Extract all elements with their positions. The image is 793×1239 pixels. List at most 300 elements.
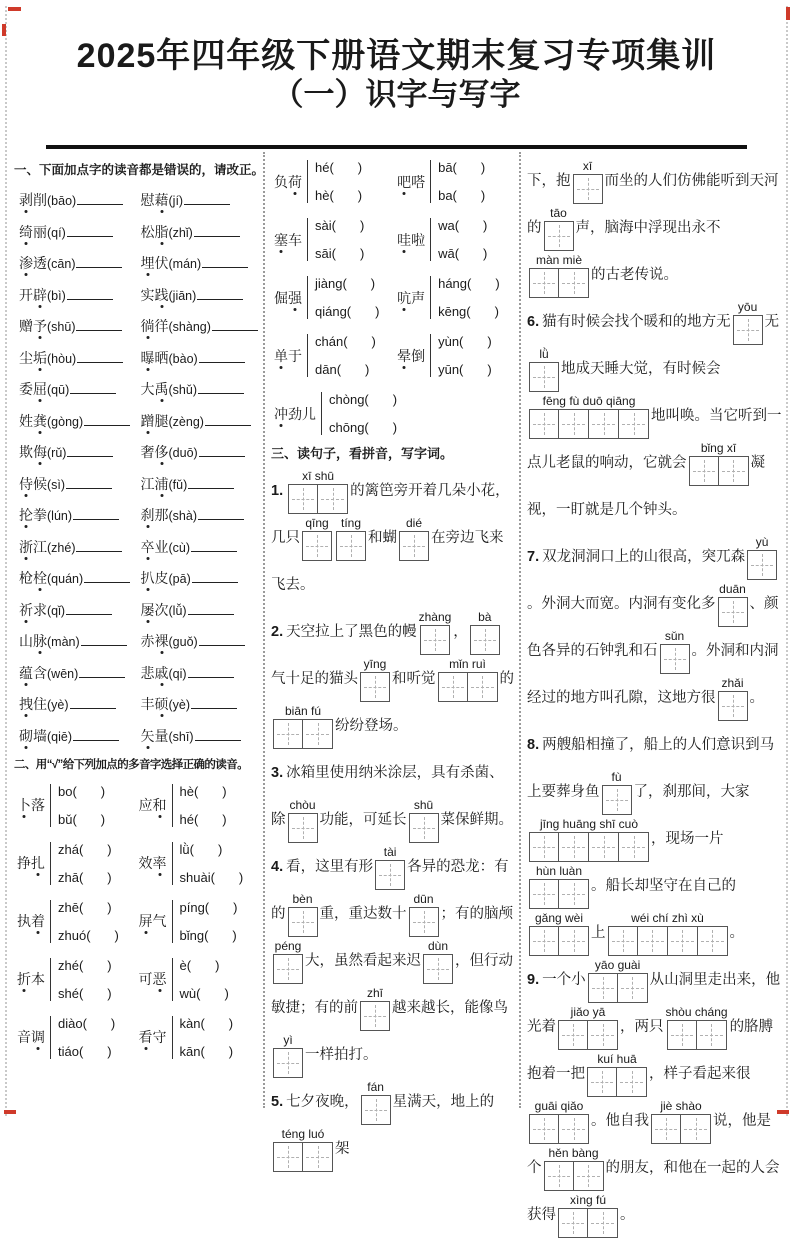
word-char: 剥 <box>19 192 33 208</box>
given-pinyin: (fǔ) <box>168 477 188 492</box>
column-3 <box>527 156 783 1239</box>
title-line-1: 2025年四年级下册语文期末复习专项集训 <box>76 37 717 75</box>
section2-items-col2 <box>271 160 514 435</box>
pinyin-label: dùn <box>427 938 449 953</box>
sentence-text: 重，重达数十 <box>319 906 407 922</box>
answer-blank <box>198 383 244 394</box>
word-char: 挣 <box>17 855 31 871</box>
given-pinyin: (guǒ) <box>168 635 198 649</box>
word-char: 丽 <box>33 223 47 240</box>
writing-box <box>559 1114 589 1144</box>
sentence-text: ，样子看起来很 <box>649 1066 751 1082</box>
pinyin-write-group <box>529 864 589 909</box>
pinyin-correction-item <box>141 600 261 620</box>
pinyin-write-group <box>608 911 728 956</box>
answer-blank <box>81 635 127 646</box>
writing-box <box>618 973 648 1003</box>
answer-blank <box>67 226 113 237</box>
word-char: 执 <box>17 913 31 929</box>
word-char: 刹 <box>140 507 155 523</box>
word-char: 戚 <box>154 664 169 681</box>
answer-blank <box>191 698 237 709</box>
given-pinyin: (shī) <box>168 729 194 744</box>
dotted-word <box>141 729 169 744</box>
word-char: 嗒 <box>411 173 426 190</box>
word-char: 尘 <box>19 349 33 366</box>
word-char: 硕 <box>154 696 169 712</box>
pinyin-correction-item <box>141 285 261 305</box>
writing-box <box>558 1020 588 1050</box>
character-boxes <box>689 456 749 486</box>
character-boxes <box>302 531 332 561</box>
pronunciation-option: chōng( ) <box>329 420 398 435</box>
pinyin-correction-item <box>19 568 139 588</box>
character-boxes <box>470 625 500 655</box>
pinyin-label: jīng huāng shī cuò <box>539 816 639 831</box>
character-boxes <box>288 907 318 937</box>
pinyin-label: kuí huā <box>597 1051 637 1066</box>
pronunciation-options <box>50 842 112 885</box>
writing-box <box>336 531 366 561</box>
pinyin-label: bèn <box>292 891 313 906</box>
word-char: 脉 <box>33 633 47 649</box>
writing-box <box>589 832 619 862</box>
writing-box <box>617 1067 647 1097</box>
dotted-word <box>141 540 169 555</box>
pinyin-write-group <box>718 676 748 721</box>
sentence <box>527 299 783 534</box>
dotted-word <box>274 404 316 424</box>
pinyin-correction-item <box>141 411 261 431</box>
pinyin-correction-item <box>19 348 139 368</box>
character-boxes <box>573 174 603 204</box>
pinyin-label: qīng <box>305 515 329 530</box>
word-char: 吭 <box>397 289 412 306</box>
sentence-number: 7. <box>527 549 540 565</box>
section3-sentences-col3 <box>527 158 783 1239</box>
word-char: 江 <box>33 538 47 555</box>
word-char: 晒 <box>154 349 169 366</box>
pronunciation-option: è( ) <box>179 957 220 973</box>
sentence-number: 5. <box>271 1094 284 1110</box>
pronunciation-options <box>50 900 119 943</box>
section1-items-grid <box>14 190 260 746</box>
writing-box <box>733 315 763 345</box>
pronunciation-option: ba( ) <box>438 188 486 203</box>
answer-blank <box>73 509 119 520</box>
word-char: 伏 <box>154 255 169 271</box>
character-boxes <box>529 268 589 298</box>
given-pinyin: (pā) <box>168 572 191 586</box>
pronunciation-option: píng( ) <box>179 899 238 915</box>
pinyin-correction-item <box>141 568 261 588</box>
writing-box <box>559 879 589 909</box>
answer-blank <box>84 572 130 583</box>
given-pinyin: (qi) <box>168 666 187 681</box>
answer-blank <box>79 667 125 678</box>
pronunciation-option: bo( ) <box>58 783 106 799</box>
corner-mark <box>4 1110 16 1114</box>
pinyin-correction-item <box>19 222 139 242</box>
dotted-word <box>19 603 47 618</box>
word-char: 和 <box>152 797 167 813</box>
dotted-word <box>397 288 425 308</box>
given-pinyin: (zhé) <box>47 540 76 555</box>
character-boxes <box>273 1142 333 1172</box>
dotted-word <box>141 319 169 334</box>
sentence-text: 越来越长，能像鸟 <box>392 1000 508 1016</box>
answer-blank <box>202 257 248 268</box>
writing-box <box>697 1020 727 1050</box>
pinyin-write-group <box>544 1146 604 1191</box>
character-boxes <box>529 362 559 392</box>
word-char: 曝 <box>140 349 155 366</box>
given-pinyin: (yè) <box>47 698 69 712</box>
word-char: 塞 <box>274 231 288 248</box>
pinyin-write-group <box>273 1033 303 1078</box>
pinyin-write-group <box>273 704 333 749</box>
pinyin-label: tíng <box>340 515 361 530</box>
word-char: 侮 <box>33 444 47 460</box>
pinyin-correction-item <box>141 348 261 368</box>
answer-blank <box>77 194 123 205</box>
polyphone-item <box>17 958 139 1001</box>
dotted-word <box>141 508 169 523</box>
pronunciation-option: sāi( ) <box>315 246 365 261</box>
writing-box <box>667 1020 697 1050</box>
polyphone-item <box>139 958 261 1001</box>
sentence <box>271 750 514 844</box>
dotted-word <box>397 346 425 366</box>
pinyin-correction-item <box>19 316 139 336</box>
word-char: 悲 <box>140 664 155 681</box>
pronunciation-option: dān( ) <box>315 362 370 377</box>
pronunciation-options <box>321 392 397 435</box>
pinyin-label: xī shū <box>302 468 335 483</box>
writing-box <box>303 719 333 749</box>
dotted-word <box>19 666 47 681</box>
pinyin-write-group <box>660 629 690 674</box>
pronunciation-option: shuài( ) <box>179 869 244 885</box>
pinyin-label: yù <box>755 534 769 549</box>
sentence-text: 。 <box>749 690 764 706</box>
dotted-word <box>141 603 169 618</box>
pronunciation-options <box>430 160 485 203</box>
character-boxes <box>588 973 648 1003</box>
word-char: 屡 <box>140 601 155 618</box>
pinyin-write-group <box>529 253 589 298</box>
dotted-word <box>141 634 169 649</box>
word-char: 松 <box>140 223 155 240</box>
page-left-dotted-edge <box>5 6 7 1116</box>
answer-blank <box>66 478 112 489</box>
sentence <box>271 468 514 609</box>
given-pinyin: (jiān) <box>168 288 197 303</box>
sentence-text: 架 <box>335 1141 350 1157</box>
word-char: 开 <box>19 286 33 303</box>
pinyin-correction-item <box>141 537 261 557</box>
pinyin-label: jiǎo yā <box>570 1004 606 1019</box>
pinyin-write-group <box>419 610 452 655</box>
writing-box <box>470 625 500 655</box>
dotted-word <box>17 795 45 815</box>
polyphone-item <box>397 276 514 319</box>
word-char: 侈 <box>154 444 169 460</box>
writing-box <box>438 672 468 702</box>
writing-box <box>660 644 690 674</box>
pinyin-label: yīng <box>363 656 387 671</box>
writing-box <box>689 456 719 486</box>
answer-blank <box>70 383 116 394</box>
word-char: 恶 <box>152 971 167 987</box>
dotted-word <box>19 729 47 744</box>
pinyin-label: guāi qiǎo <box>534 1098 584 1113</box>
word-char: 倒 <box>411 347 426 364</box>
sentence-text: 而坐的人们仿佛能听到天河的 <box>527 173 779 236</box>
sentence-text: 从山洞里走出来，他光着 <box>527 972 781 1035</box>
character-boxes <box>399 531 429 561</box>
pinyin-correction-item <box>19 694 139 714</box>
sentence-number: 1. <box>271 483 284 499</box>
pronunciation-option: wa( ) <box>438 218 488 233</box>
pinyin-write-group <box>733 300 763 345</box>
pronunciation-option: yūn( ) <box>438 362 492 377</box>
given-pinyin: (jí) <box>168 194 184 208</box>
dotted-word <box>139 1027 167 1047</box>
word-char: 扎 <box>31 855 45 871</box>
pronunciation-options <box>307 160 362 203</box>
writing-box <box>602 785 632 815</box>
word-char: 效 <box>138 855 153 871</box>
given-pinyin: (yè) <box>168 698 191 712</box>
sentence-text: 无 <box>764 314 780 330</box>
dotted-word <box>139 853 167 873</box>
pinyin-write-group <box>361 1080 391 1125</box>
writing-box <box>273 1142 303 1172</box>
writing-box <box>588 1208 618 1238</box>
sentence-text: 七夕夜晚， <box>286 1094 359 1110</box>
sentence-text: 、颜色各异的石钟乳和石 <box>527 596 779 659</box>
word-char: 江 <box>140 475 155 492</box>
pinyin-correction-item <box>19 285 139 305</box>
word-char: 负 <box>274 173 288 190</box>
answer-blank <box>67 446 113 457</box>
sentence-number: 2. <box>271 624 284 640</box>
answer-blank <box>70 698 116 709</box>
pinyin-correction-item <box>141 694 261 714</box>
pronunciation-option: zhá( ) <box>58 841 112 857</box>
dotted-word <box>19 288 47 303</box>
writing-box <box>588 1020 618 1050</box>
pinyin-write-group <box>651 1099 711 1144</box>
pinyin-write-group <box>558 1005 618 1050</box>
character-boxes <box>336 531 366 561</box>
dotted-word <box>17 1027 45 1047</box>
given-pinyin: (shàng) <box>168 320 211 334</box>
section2-items-col1 <box>14 784 260 1059</box>
answer-blank <box>184 194 230 205</box>
pinyin-correction-item <box>19 253 139 273</box>
sentence-text: 地成天睡大觉，有时候会 <box>561 361 721 377</box>
word-char: 矢 <box>140 727 155 744</box>
character-boxes <box>360 672 390 702</box>
character-boxes <box>288 813 318 843</box>
dotted-word <box>274 172 302 192</box>
character-boxes <box>361 1095 391 1125</box>
polyphone-item <box>397 160 514 203</box>
word-char: 龚 <box>33 412 47 429</box>
pinyin-write-group <box>588 958 648 1003</box>
word-char: 扒 <box>140 570 155 586</box>
sentence-number: 6. <box>527 314 540 330</box>
polyphone-item <box>274 218 397 261</box>
sentence-text: 上 <box>591 925 606 941</box>
writing-box <box>587 1067 617 1097</box>
given-pinyin: (lǚ) <box>168 603 187 618</box>
pronunciation-options <box>307 276 379 319</box>
word-char: 哇 <box>397 231 412 248</box>
word-char: 声 <box>411 289 426 306</box>
character-boxes <box>608 926 728 956</box>
given-pinyin: (shǔ) <box>168 383 197 397</box>
pronunciation-options <box>172 842 244 885</box>
section2-heading: 二、用“√”给下列加点的多音字选择正确的读音。 <box>14 758 249 771</box>
character-boxes <box>660 644 690 674</box>
writing-box <box>608 926 638 956</box>
dotted-word <box>141 697 169 712</box>
character-boxes <box>409 813 439 843</box>
pinyin-label: péng <box>274 938 302 953</box>
polyphone-item <box>17 842 139 885</box>
writing-box <box>559 926 589 956</box>
given-pinyin: (qiē) <box>47 729 73 744</box>
writing-box <box>698 926 728 956</box>
answer-blank <box>73 730 119 741</box>
pinyin-label: fù <box>611 769 622 784</box>
pinyin-label: xìng fú <box>569 1192 607 1207</box>
column-separator <box>263 152 265 1108</box>
word-char: 本 <box>31 971 45 987</box>
pronunciation-options <box>172 900 238 943</box>
dotted-word <box>19 508 47 523</box>
writing-box <box>468 672 498 702</box>
pinyin-write-group <box>409 798 439 843</box>
polyphone-item <box>17 784 139 827</box>
pinyin-label: hěn bàng <box>548 1145 599 1160</box>
pinyin-correction-item <box>141 663 261 683</box>
dotted-word <box>274 230 302 250</box>
character-boxes <box>544 221 574 251</box>
given-pinyin: (sì) <box>47 477 66 492</box>
dotted-word <box>141 571 169 586</box>
sentence-text: 下，抱 <box>527 173 571 189</box>
word-char: 率 <box>152 855 167 871</box>
pinyin-correction-item <box>19 379 139 399</box>
worksheet-title <box>0 36 793 114</box>
pinyin-label: màn miè <box>535 252 582 267</box>
word-char: 气 <box>152 913 167 929</box>
sentence-text: 双龙洞洞口上的山很高，突兀森 <box>542 549 746 565</box>
dotted-word <box>19 445 47 460</box>
character-boxes <box>747 550 777 580</box>
character-boxes <box>423 954 453 984</box>
pinyin-label: zhī <box>366 985 383 1000</box>
pinyin-label: shòu cháng <box>665 1004 728 1019</box>
word-char: 欺 <box>19 444 33 460</box>
word-char: 车 <box>288 231 302 248</box>
word-char: 践 <box>154 286 169 303</box>
pinyin-correction-item <box>141 379 261 399</box>
writing-box <box>423 954 453 984</box>
sentence-number: 3. <box>271 765 284 781</box>
writing-box <box>619 409 649 439</box>
pronunciation-options <box>307 218 364 261</box>
polyphone-item <box>17 900 139 943</box>
pinyin-write-group <box>409 892 439 937</box>
pinyin-write-group <box>375 845 405 890</box>
pinyin-write-group <box>288 892 318 937</box>
pinyin-label: dūn <box>413 891 434 906</box>
dotted-word <box>17 969 45 989</box>
word-char: 赠 <box>19 318 33 334</box>
word-char: 垢 <box>33 349 47 366</box>
word-char: 渗 <box>19 255 33 271</box>
dotted-word <box>141 225 169 240</box>
writing-box <box>360 672 390 702</box>
character-boxes <box>273 719 333 749</box>
writing-box <box>718 691 748 721</box>
word-char: 蹭 <box>140 412 155 429</box>
sentence-text: 天空拉上了黑色的幔 <box>286 624 417 640</box>
writing-box <box>529 879 559 909</box>
word-char: 晕 <box>397 347 412 364</box>
answer-blank <box>67 289 113 300</box>
page-right-dotted-edge <box>786 6 788 1116</box>
character-boxes <box>558 1020 618 1050</box>
answer-blank <box>197 289 243 300</box>
answer-blank <box>76 257 122 268</box>
pinyin-correction-item <box>19 505 139 525</box>
corner-mark <box>8 7 21 11</box>
word-char: 予 <box>33 318 47 334</box>
polyphone-item <box>274 334 397 377</box>
polyphone-item <box>17 1016 139 1059</box>
word-char: 蕴 <box>19 664 33 681</box>
sentence <box>527 957 783 1239</box>
sentence-text: 地叫唤。当它听到一点儿老鼠的响动，它就会 <box>527 408 782 471</box>
given-pinyin: (mán) <box>168 257 202 271</box>
given-pinyin: (qí) <box>47 225 66 240</box>
dotted-word <box>139 969 167 989</box>
writing-box <box>574 1161 604 1191</box>
dotted-word <box>397 172 425 192</box>
answer-blank <box>199 446 245 457</box>
pinyin-correction-item <box>141 222 261 242</box>
sentence-text: 在旁边飞来飞去。 <box>271 530 504 593</box>
writing-box <box>559 409 589 439</box>
polyphone-item <box>397 334 514 377</box>
pronunciation-option: tiáo( ) <box>58 1043 112 1059</box>
pronunciation-option: shé( ) <box>58 985 112 1001</box>
dotted-word <box>19 256 47 271</box>
dotted-word <box>141 351 169 366</box>
writing-box <box>529 832 559 862</box>
sentence-number: 9. <box>527 972 540 988</box>
pinyin-label: yì <box>283 1032 293 1047</box>
word-char: 姓 <box>19 412 33 429</box>
writing-box <box>558 1208 588 1238</box>
writing-box <box>420 625 450 655</box>
